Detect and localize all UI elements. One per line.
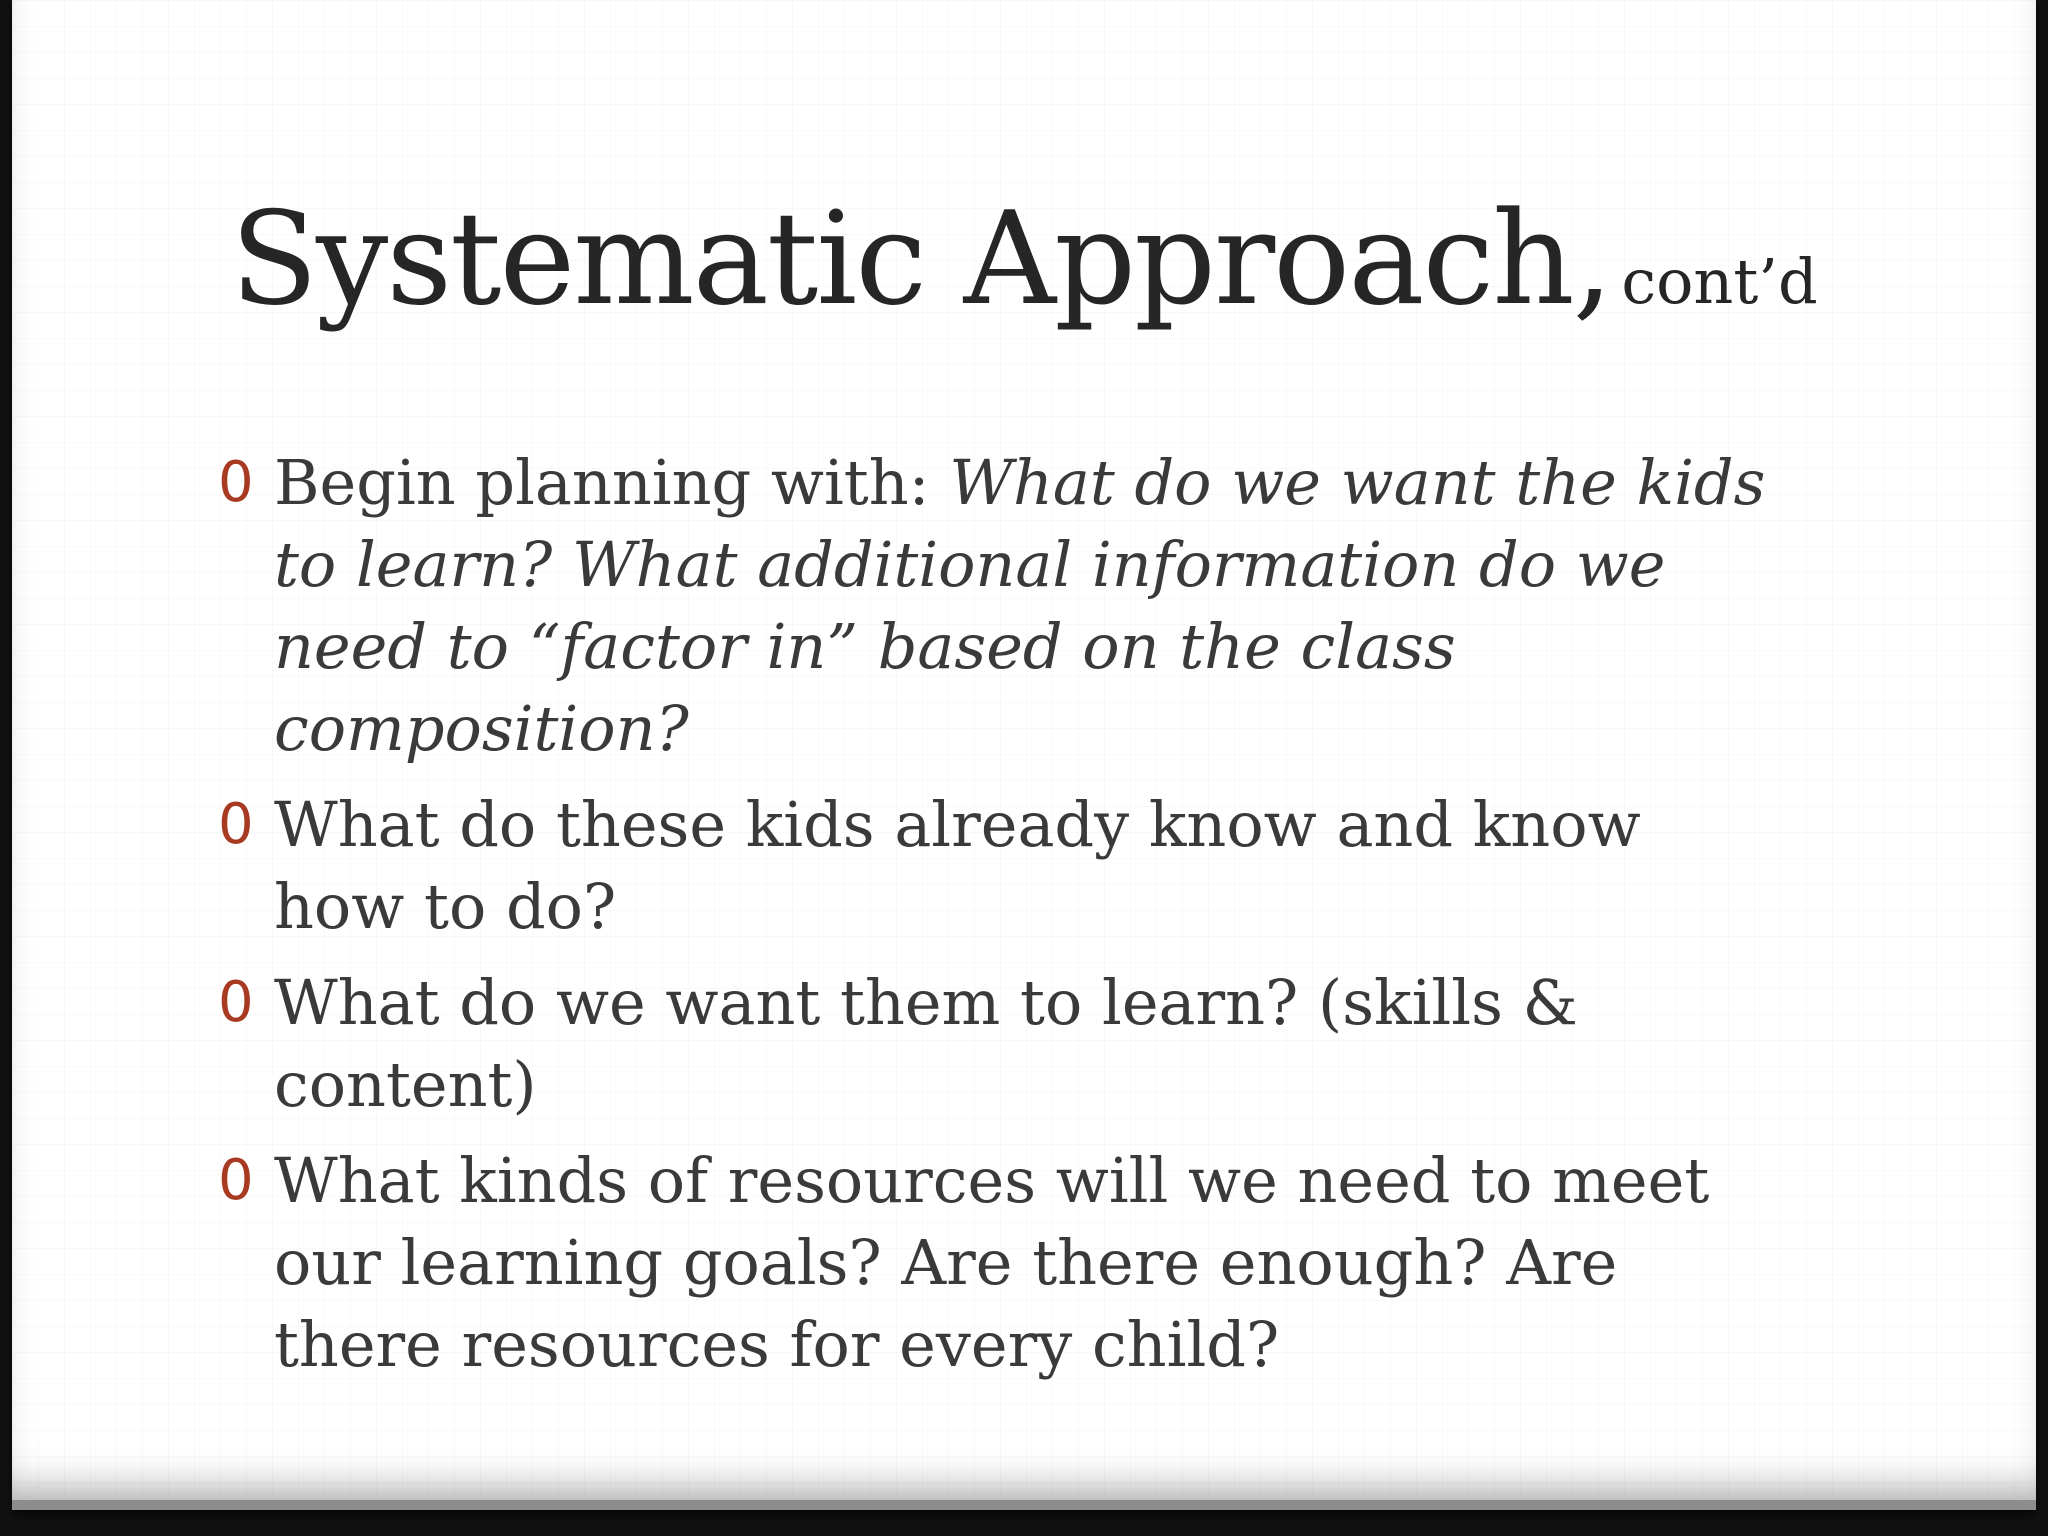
bullet-item: [218, 784, 1778, 948]
bullet-text: What do we want them to learn? (skills & content): [274, 966, 1578, 1121]
title-main: Systematic Approach,: [230, 185, 1612, 334]
bullet-marker-icon: 0: [218, 970, 254, 1035]
bullet-item: [218, 962, 1778, 1126]
slide-title: [12, 185, 2036, 334]
bullet-item: [218, 1140, 1778, 1386]
bullet-italic-text: What do we want the kids to learn? What additional information do we need to “factor in” based on the class composition?: [274, 446, 1766, 765]
bullet-marker-icon: 0: [218, 792, 254, 857]
bullet-marker-icon: 0: [218, 1148, 254, 1213]
bullet-marker-icon: 0: [218, 450, 254, 515]
bullet-lead-text: Begin planning with:: [274, 446, 950, 519]
title-suffix: cont’d: [1621, 245, 1818, 318]
bullet-text: What do these kids already know and know how to do?: [274, 788, 1641, 943]
slide: [12, 0, 2036, 1510]
bullet-item: [218, 442, 1778, 770]
bullet-text: What kinds of resources will we need to meet our learning goals? Are there enough? Are there resources for every child?: [274, 1144, 1710, 1381]
bullet-list: [218, 442, 1778, 1400]
